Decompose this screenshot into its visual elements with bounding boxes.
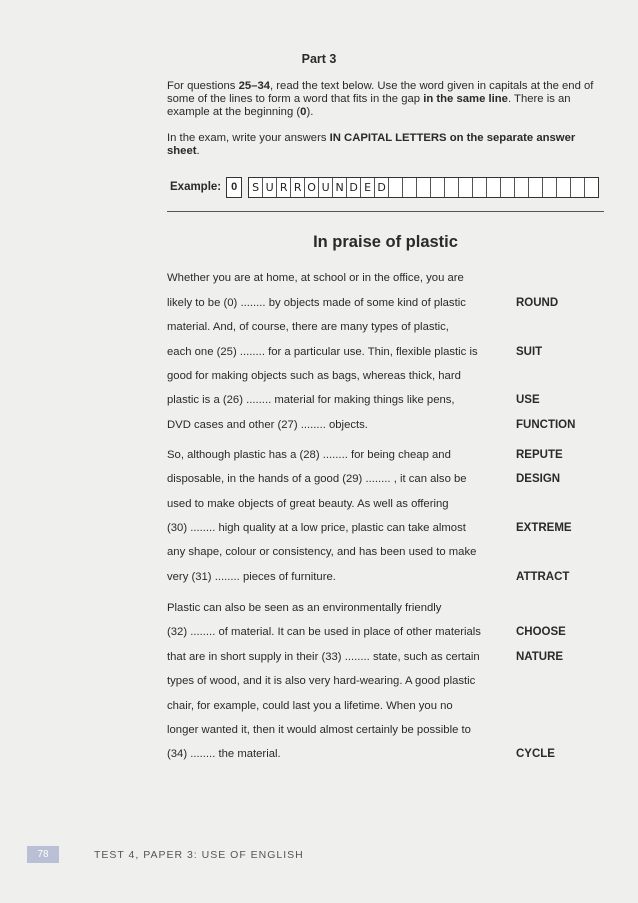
answer-box-cell: D	[374, 178, 388, 197]
cue-word: NATURE	[516, 651, 564, 663]
answer-box-cell	[556, 178, 570, 197]
footer-label: TEST 4, PAPER 3: USE OF ENGLISH	[94, 849, 304, 861]
cue-word: EXTREME	[516, 522, 572, 534]
instr-emphasis: IN CAPITAL LETTERS on the separate answer sheet	[167, 132, 576, 157]
text-line: (30) ........ high quality at a low price, plastic can take almost	[167, 522, 466, 534]
text-line: good for making objects such as bags, whereas thick, hard	[167, 370, 461, 382]
example-row	[170, 175, 599, 199]
answer-box-cell	[444, 178, 458, 197]
text-line: So, although plastic has a (28) ........ for being cheap and	[167, 449, 451, 461]
answer-box-cell: R	[290, 178, 304, 197]
text-line: used to make objects of great beauty. As well as offering	[167, 498, 449, 510]
answer-boxes	[248, 177, 599, 198]
text-line: DVD cases and other (27) ........ objects.	[167, 419, 368, 431]
text-line: (34) ........ the material.	[167, 748, 281, 760]
question-range: 25–34	[238, 80, 271, 92]
cue-word: FUNCTION	[516, 419, 576, 431]
answer-box-cell	[500, 178, 514, 197]
text-line: types of wood, and it is also very hard-wearing. A good plastic	[167, 675, 476, 687]
answer-box-cell	[542, 178, 556, 197]
divider	[167, 211, 604, 212]
answer-box-cell: N	[332, 178, 346, 197]
cue-word: ROUND	[516, 297, 559, 309]
answer-box-cell: D	[346, 178, 360, 197]
text-line: material. And, of course, there are many types of plastic,	[167, 321, 449, 333]
instr-text: . There is an example at the beginning (	[167, 93, 571, 118]
text-line: that are in short supply in their (33) ........ state, such as certain	[167, 651, 480, 663]
text-line: disposable, in the hands of a good (29) ........ , it can also be	[167, 473, 467, 485]
instr-text: For questions	[167, 80, 239, 92]
cue-word: SUIT	[516, 346, 543, 358]
text-line: any shape, colour or consistency, and has been used to make	[167, 546, 477, 558]
answer-box-cell: E	[360, 178, 374, 197]
answer-box-cell	[458, 178, 472, 197]
example-number-box: 0	[226, 177, 242, 198]
part-title: Part 3	[301, 52, 337, 66]
answer-box-cell	[416, 178, 430, 197]
text-line: chair, for example, could last you a lifetime. When you no	[167, 700, 453, 712]
cue-word: DESIGN	[516, 473, 561, 485]
answer-box-cell	[514, 178, 528, 197]
cue-word: CYCLE	[516, 748, 555, 760]
cue-word: CHOOSE	[516, 626, 566, 638]
answer-box-cell	[472, 178, 486, 197]
instr-example-number: 0	[300, 106, 307, 118]
instr-text: .	[196, 145, 200, 157]
answer-box-cell	[584, 178, 598, 197]
answer-box-cell	[388, 178, 402, 197]
example-label: Example:	[170, 181, 222, 193]
text-line: Whether you are at home, at school or in the office, you are	[167, 272, 464, 284]
cue-word: USE	[516, 394, 540, 406]
instr-text: ).	[306, 106, 314, 118]
text-line: plastic is a (26) ........ material for making things like pens,	[167, 394, 455, 406]
answer-box-cell: O	[304, 178, 318, 197]
text-line: likely to be (0) ........ by objects made of some kind of plastic	[167, 297, 466, 309]
instr-emphasis: in the same line	[423, 93, 508, 105]
text-line: each one (25) ........ for a particular use. Thin, flexible plastic is	[167, 346, 478, 358]
text-line: longer wanted it, then it would almost certainly be possible to	[167, 724, 471, 736]
instructions-paragraph-2	[167, 132, 602, 158]
instructions-paragraph-1	[167, 80, 602, 119]
cue-word: ATTRACT	[516, 571, 570, 583]
answer-box-cell	[486, 178, 500, 197]
answer-box-cell: U	[318, 178, 332, 197]
instr-text: , read the text below. Use the word given in capitals at the end of some of the lines to form a word that fits in the gap	[167, 80, 594, 105]
answer-box-cell	[528, 178, 542, 197]
text-line: (32) ........ of material. It can be used in place of other materials	[167, 626, 481, 638]
text-line: Plastic can also be seen as an environmentally friendly	[167, 602, 442, 614]
answer-box-cell: R	[276, 178, 290, 197]
instr-text: In the exam, write your answers	[167, 132, 330, 144]
text-title: In praise of plastic	[313, 233, 458, 251]
cue-word: REPUTE	[516, 449, 563, 461]
answer-box-cell: U	[262, 178, 276, 197]
answer-box-cell	[430, 178, 444, 197]
text-line: very (31) ........ pieces of furniture.	[167, 571, 336, 583]
answer-box-cell	[570, 178, 584, 197]
answer-box-cell: S	[252, 180, 260, 194]
page-number-badge: 78	[27, 846, 59, 863]
answer-box-cell	[402, 178, 416, 197]
